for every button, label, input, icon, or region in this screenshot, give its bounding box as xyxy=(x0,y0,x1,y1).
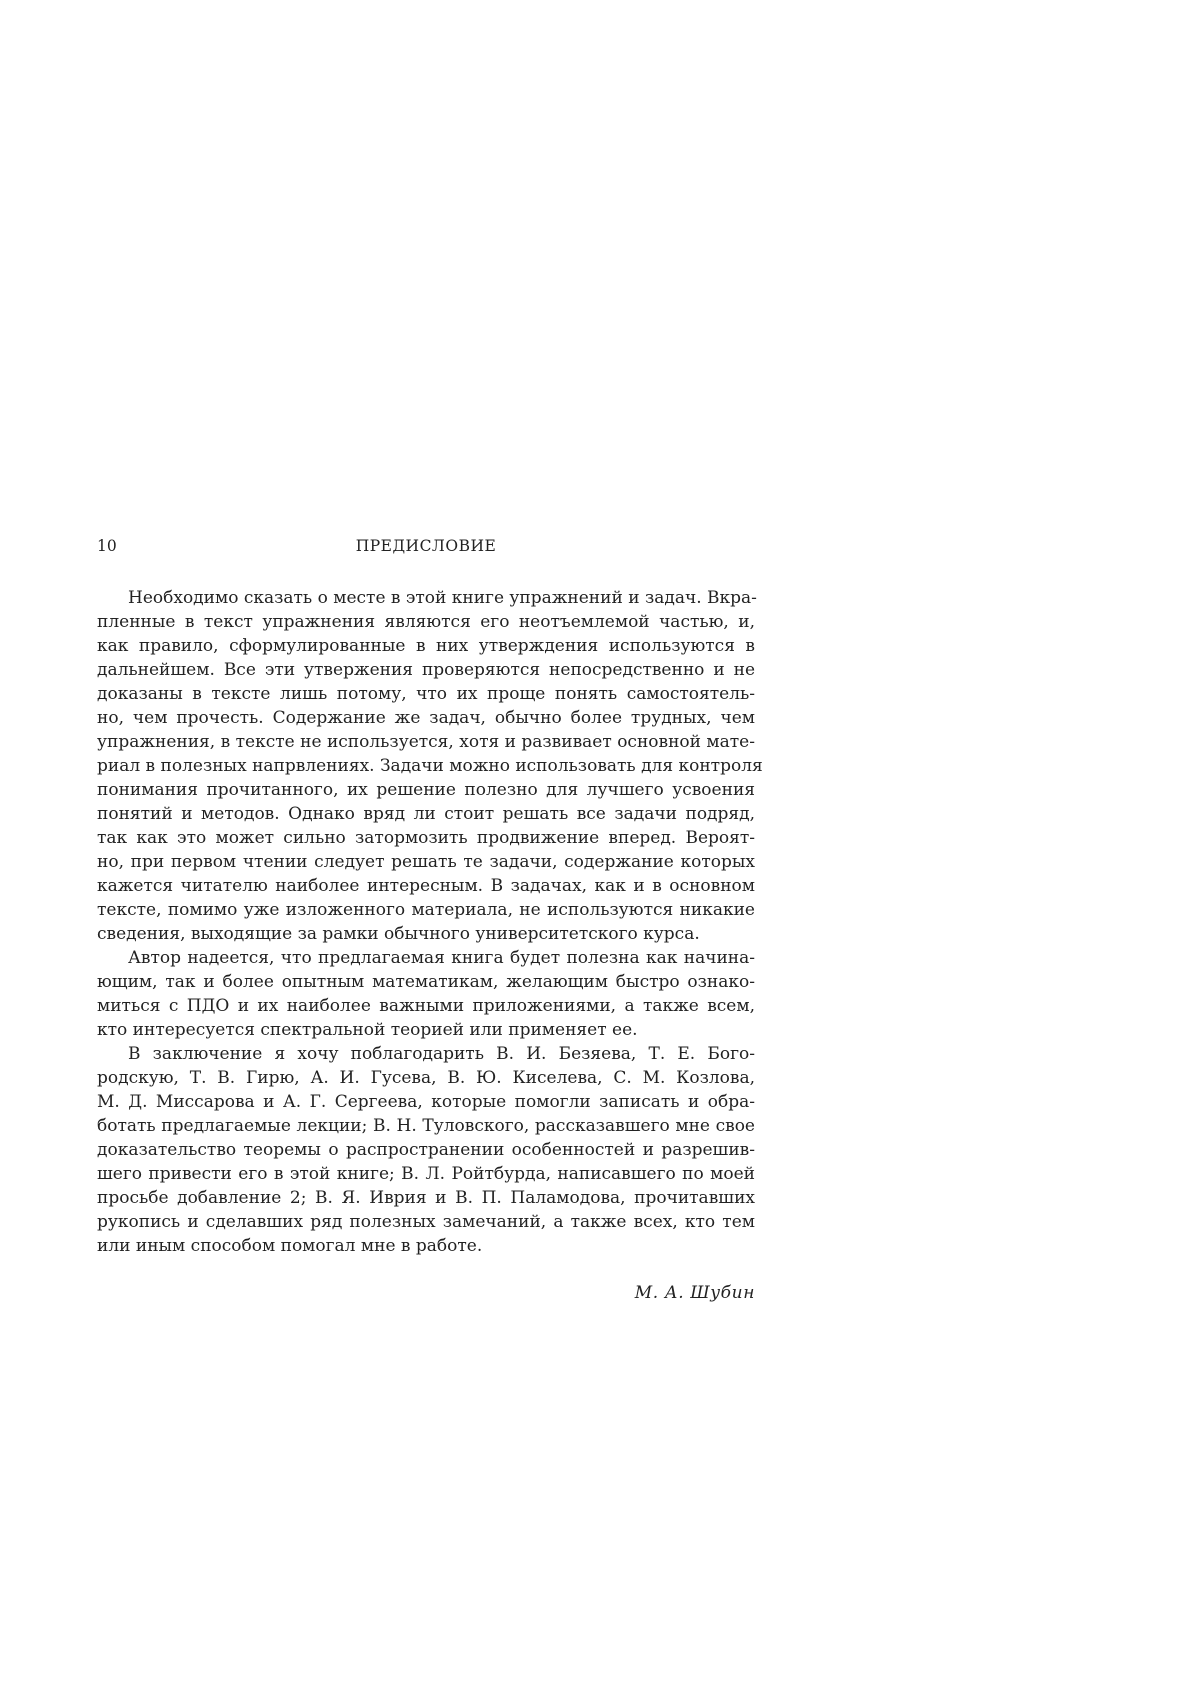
text-line: просьбе добавление 2; В. Я. Иврия и В. П. Паламодова, прочитавших xyxy=(97,1188,755,1208)
text-line: кто интересуется спектральной теорией или применяет ее. xyxy=(97,1020,638,1040)
author-signature: М. А. Шубин xyxy=(634,1283,755,1303)
text-line: рукопись и сделавших ряд полезных замечаний, а также всех, кто тем xyxy=(97,1212,755,1232)
paragraph-exercises xyxy=(97,586,763,946)
page-number: 10 xyxy=(97,537,117,555)
text-line: В заключение я хочу поблагодарить В. И. Безяева, Т. Е. Бого- xyxy=(128,1044,755,1064)
text-line: понятий и методов. Однако вряд ли стоит решать все задачи подряд, xyxy=(97,804,755,824)
text-line: миться с ПДО и их наиболее важными приложениями, а также всем, xyxy=(97,996,755,1016)
text-line: сведения, выходящие за рамки обычного университетского курса. xyxy=(97,924,700,944)
text-line: кажется читателю наиболее интересным. В задачах, как и в основном xyxy=(97,876,755,896)
text-line: ющим, так и более опытным математикам, желающим быстро ознако- xyxy=(97,972,755,992)
text-line: пленные в текст упражнения являются его неотъемлемой частью, и, xyxy=(97,612,755,632)
text-line: шего привести его в этой книге; В. Л. Ройтбурда, написавшего по моей xyxy=(97,1164,755,1184)
body-text xyxy=(97,586,763,1258)
text-line: дальнейшем. Все эти утвержения проверяются непосредственно и не xyxy=(97,660,755,680)
paragraph-acknowledgements xyxy=(97,1042,755,1258)
text-line: М. Д. Миссарова и А. Г. Сергеева, которые помогли записать и обра- xyxy=(97,1092,755,1112)
text-line: как правило, сформулированные в них утверждения используются в xyxy=(97,636,755,656)
text-line: понимания прочитанного, их решение полезно для лучшего усвоения xyxy=(97,780,755,800)
paragraph-audience xyxy=(97,946,755,1042)
text-line: но, при первом чтении следует решать те задачи, содержание которых xyxy=(97,852,755,872)
text-line: доказательство теоремы о распространении особенностей и разрешив- xyxy=(97,1140,755,1160)
text-line: тексте, помимо уже изложенного материала, не используются никакие xyxy=(97,900,755,920)
text-line: ботать предлагаемые лекции; В. Н. Туловского, рассказавшего мне свое xyxy=(97,1116,755,1136)
text-line: упражнения, в тексте не используется, хотя и развивает основной мате- xyxy=(97,732,755,752)
text-line: но, чем прочесть. Содержание же задач, обычно более трудных, чем xyxy=(97,708,755,728)
text-line: доказаны в тексте лишь потому, что их проще понять самостоятель- xyxy=(97,684,755,704)
text-line: риал в полезных напрвлениях. Задачи можно использовать для контроля xyxy=(97,756,763,776)
text-line: или иным способом помогал мне в работе. xyxy=(97,1236,483,1256)
text-line: родскую, Т. В. Гирю, А. И. Гусева, В. Ю. Киселева, С. М. Козлова, xyxy=(97,1068,755,1088)
running-title: ПРЕДИСЛОВИЕ xyxy=(355,537,497,555)
text-line: так как это может сильно затормозить продвижение вперед. Вероят- xyxy=(97,828,755,848)
text-line: Необходимо сказать о месте в этой книге упражнений и задач. Вкра- xyxy=(128,588,757,608)
running-head xyxy=(97,534,755,558)
text-line: Автор надеется, что предлагаемая книга будет полезна как начина- xyxy=(128,948,755,968)
